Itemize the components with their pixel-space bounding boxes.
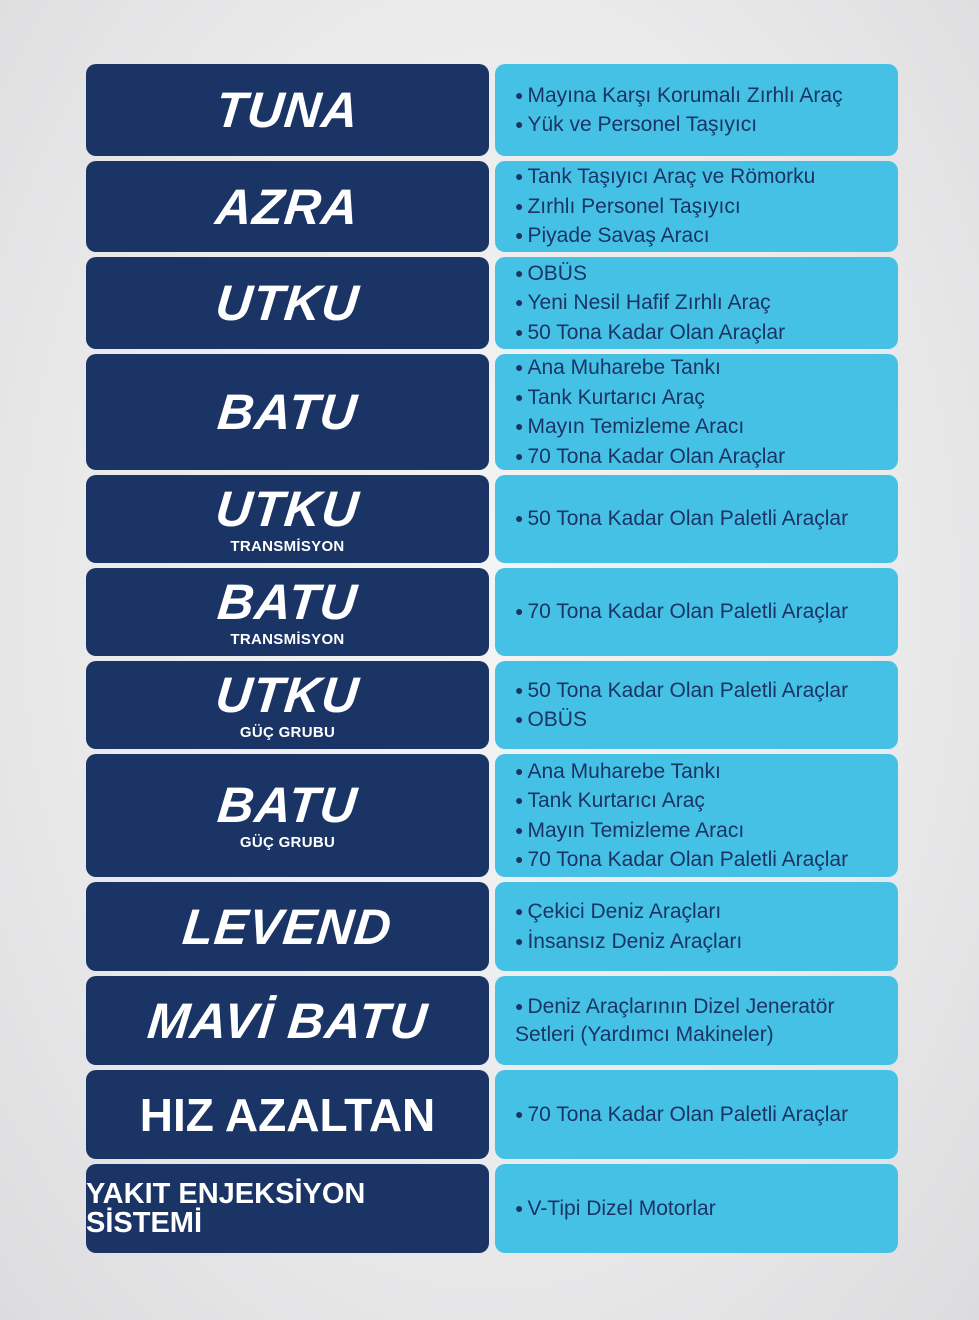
product-name: UTKU — [213, 275, 362, 331]
bullet-icon: ● — [515, 168, 524, 185]
product-name-cell — [86, 64, 489, 156]
product-name: UTKU — [213, 480, 362, 537]
list-item — [515, 383, 878, 413]
bullet-icon: ● — [515, 932, 524, 949]
product-name: HIZ AZALTAN — [139, 1088, 436, 1141]
bullet-icon: ● — [515, 1199, 524, 1216]
product-uses-cell — [495, 1164, 898, 1253]
list-item — [515, 110, 878, 140]
table-row — [86, 257, 898, 349]
product-name-cell — [86, 1070, 489, 1159]
product-table — [86, 64, 898, 1253]
product-name-cell — [86, 1164, 489, 1253]
product-uses-cell — [495, 568, 898, 656]
list-item-text: Yük ve Personel Taşıyıcı — [527, 113, 758, 136]
table-row — [86, 161, 898, 252]
list-item-text: Piyade Savaş Aracı — [527, 224, 710, 248]
product-uses-cell — [495, 354, 898, 470]
bullet-icon: ● — [515, 711, 524, 727]
list-item-text: Mayın Temizleme Aracı — [527, 818, 745, 842]
list-item-text: Zırhlı Personel Taşıyıcı — [527, 194, 741, 218]
product-name-cell — [86, 882, 489, 971]
table-row — [86, 64, 898, 156]
list-item — [515, 442, 878, 472]
table-row — [86, 754, 898, 877]
product-name: BATU — [214, 777, 361, 833]
product-uses-cell — [495, 754, 898, 877]
product-name-cell — [86, 475, 489, 563]
list-item — [515, 259, 878, 289]
product-name-cell — [86, 568, 489, 656]
list-item — [515, 1100, 878, 1130]
list-item-text: Mayına Karşı Korumalı Zırhlı Araç — [527, 83, 843, 107]
product-name: YAKIT ENJEKSİYON SİSTEMİ — [86, 1177, 366, 1239]
bullet-icon: ● — [515, 997, 524, 1014]
bullet-icon: ● — [515, 681, 524, 698]
bullet-icon: ● — [515, 86, 524, 103]
bullet-icon: ● — [515, 197, 524, 214]
list-item — [515, 288, 878, 318]
product-uses-cell — [495, 257, 898, 349]
list-item-text: Yeni Nesil Hafif Zırhlı Araç — [527, 291, 771, 315]
list-item-text: 70 Tona Kadar Olan Paletli Araçlar — [527, 600, 849, 624]
bullet-icon: ● — [515, 359, 524, 375]
product-name: TUNA — [213, 82, 362, 138]
list-item-text: Deniz Araçlarının Dizel Jeneratör — [527, 994, 835, 1018]
bullet-icon: ● — [515, 510, 524, 527]
bullet-icon: ● — [515, 116, 524, 132]
product-name-cell — [86, 754, 489, 877]
bullet-icon: ● — [515, 903, 524, 919]
bullet-icon: ● — [515, 388, 524, 405]
table-row — [86, 1164, 898, 1253]
list-item-text: Tank Taşıyıcı Araç ve Römorku — [527, 165, 816, 189]
bullet-icon: ● — [515, 1105, 524, 1122]
list-item — [515, 162, 878, 192]
list-item-continuation: Setleri (Yardımcı Makineler) — [515, 1023, 774, 1046]
bullet-icon: ● — [515, 762, 524, 779]
product-subtitle: TRANSMİSYON — [230, 630, 345, 648]
bullet-icon: ● — [515, 447, 524, 464]
list-item — [515, 597, 878, 627]
table-row — [86, 475, 898, 563]
product-name: LEVEND — [180, 898, 395, 955]
table-row — [86, 976, 898, 1065]
list-item — [515, 816, 878, 846]
list-item-text: Ana Muharebe Tankı — [527, 759, 721, 783]
list-item-text: Tank Kurtarıcı Araç — [527, 385, 705, 409]
bullet-icon: ● — [515, 792, 524, 808]
product-subtitle: TRANSMİSYON — [230, 537, 345, 555]
list-item — [515, 221, 878, 251]
list-item-text: Çekici Deniz Araçları — [527, 900, 722, 923]
bullet-icon: ● — [515, 227, 524, 244]
product-uses-cell — [495, 882, 898, 971]
product-name-cell — [86, 661, 489, 749]
table-row — [86, 882, 898, 971]
list-item — [515, 353, 878, 383]
list-item — [515, 705, 878, 735]
bullet-icon: ● — [515, 294, 524, 311]
list-item — [515, 927, 878, 957]
product-uses-cell — [495, 976, 898, 1065]
product-uses-cell — [495, 64, 898, 156]
product-name: MAVİ BATU — [144, 992, 431, 1049]
list-item — [515, 1194, 878, 1224]
list-item-text: 70 Tona Kadar Olan Araçlar — [527, 444, 786, 468]
product-name-cell — [86, 257, 489, 349]
bullet-icon: ● — [515, 851, 524, 867]
list-item — [515, 786, 878, 816]
product-subtitle: GÜÇ GRUBU — [239, 834, 336, 851]
product-name-cell — [86, 354, 489, 470]
product-name: AZRA — [213, 178, 362, 235]
list-item-text: OBÜS — [527, 708, 587, 731]
list-item-text: 50 Tona Kadar Olan Paletli Araçlar — [527, 507, 849, 531]
table-row — [86, 568, 898, 656]
bullet-icon: ● — [515, 603, 524, 620]
list-item-text: OBÜS — [527, 261, 587, 285]
bullet-icon: ● — [515, 264, 524, 281]
list-item-text: 70 Tona Kadar Olan Paletli Araçlar — [527, 1102, 849, 1126]
product-name: UTKU — [213, 666, 362, 723]
list-item-text: Mayın Temizleme Aracı — [527, 415, 745, 438]
table-row — [86, 354, 898, 470]
product-uses-cell — [495, 1070, 898, 1159]
list-item-text: İnsansız Deniz Araçları — [527, 929, 743, 953]
list-item-text: V-Tipi Dizel Motorlar — [527, 1196, 716, 1220]
list-item — [515, 757, 878, 787]
list-item-text: 50 Tona Kadar Olan Araçlar — [527, 320, 786, 344]
bullet-icon: ● — [515, 418, 524, 434]
product-name-cell — [86, 976, 489, 1065]
list-item-text: Tank Kurtarıcı Araç — [527, 789, 705, 812]
bullet-icon: ● — [515, 821, 524, 838]
product-uses-cell — [495, 161, 898, 252]
product-subtitle: GÜÇ GRUBU — [239, 723, 336, 741]
list-item — [515, 845, 878, 875]
product-uses-cell — [495, 661, 898, 749]
list-item-text: 70 Tona Kadar Olan Paletli Araçlar — [527, 848, 849, 871]
list-item-text: Ana Muharebe Tankı — [527, 356, 721, 379]
product-name-cell — [86, 161, 489, 252]
list-item — [515, 992, 878, 1022]
bullet-icon: ● — [515, 323, 524, 340]
list-item — [515, 676, 878, 706]
list-item — [515, 192, 878, 222]
product-name: BATU — [214, 573, 361, 630]
list-item — [515, 81, 878, 111]
product-name: BATU — [214, 384, 361, 440]
product-uses-cell — [495, 475, 898, 563]
list-item — [515, 412, 878, 442]
list-item-text: 50 Tona Kadar Olan Paletli Araçlar — [527, 678, 849, 702]
list-item — [515, 318, 878, 348]
table-row — [86, 661, 898, 749]
list-item — [515, 504, 878, 534]
table-row — [86, 1070, 898, 1159]
list-item — [515, 897, 878, 927]
